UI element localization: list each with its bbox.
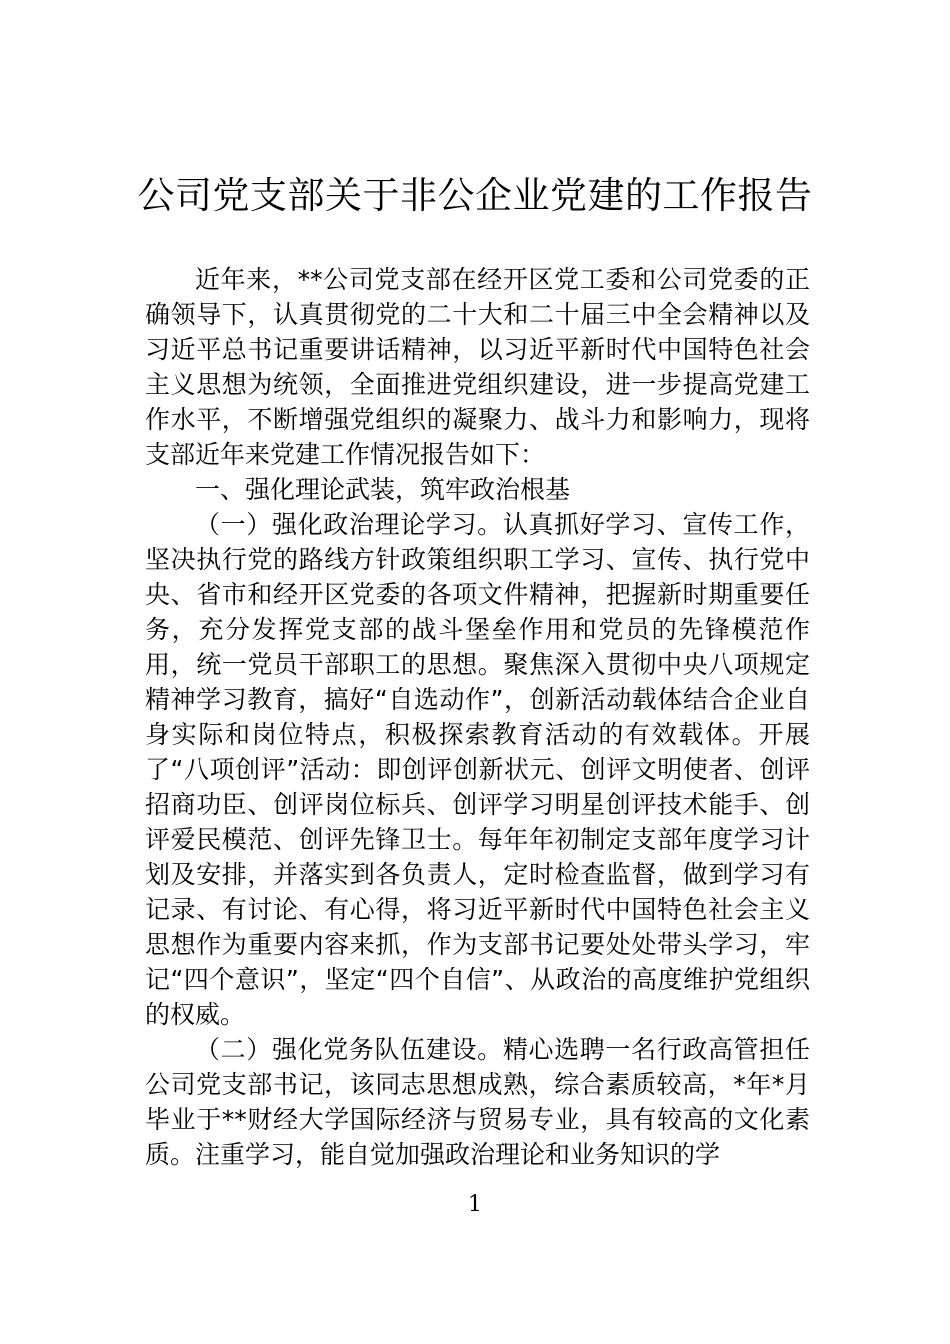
section-1-item-1-paragraph: （一）强化政治理论学习。认真抓好学习、宣传工作，坚决执行党的路线方针政策组织职工学习、宣传、执行党中央、省市和经开区党委的各项文件精神，把握新时期重要任务，充分发挥党支部的战斗堡垒作用和党员的先锋模范作用，统一党员干部职工的思想。聚焦深入贯彻中央八项规定精神学习教育，搞好“自选动作”，创新活动载体结合企业自身实际和岗位特点，积极探索教育活动的有效载体。开展了“八项创评”活动：即创评创新状元、创评文明使者、创评招商功臣、创评岗位标兵、创评学习明星创评技术能手、创评爱民模范、创评先锋卫士。每年年初制定支部年度学习计划及安排，并落实到各负责人，定时检查监督，做到学习有记录、有讨论、有心得，将习近平新时代中国特色社会主义思想作为重要内容来抓，作为支部书记要处处带头学习，牢记“四个意识”，坚定“四个自信”、从政治的高度维护党组织的权威。 [145,510,810,1029]
section-1-heading: 一、强化理论武装，筑牢政治根基 [195,475,571,504]
intro-paragraph: 近年来，**公司党支部在经开区党工委和公司党委的正确领导下，认真贯彻党的二十大和二十届三中全会精神以及习近平总书记重要讲话精神，以习近平新时代中国特色社会主义思想为统领，全面推进党组织建设，进一步提高党建工作水平，不断增强党组织的凝聚力、战斗力和影响力，现将支部近年来党建工作情况报告如下： [145,265,810,469]
document-title: 公司党支部关于非公企业党建的工作报告 [137,174,813,217]
section-1-item-2-paragraph: （二）强化党务队伍建设。精心选聘一名行政高管担任公司党支部书记，该同志思想成熟，综合素质较高，*年*月毕业于**财经大学国际经济与贸易专业，具有较高的文化素质。注重学习，能自觉加强政治理论和业务知识的学 [145,1035,810,1169]
document-body [145,262,810,1172]
page-number: 1 [468,1192,482,1217]
